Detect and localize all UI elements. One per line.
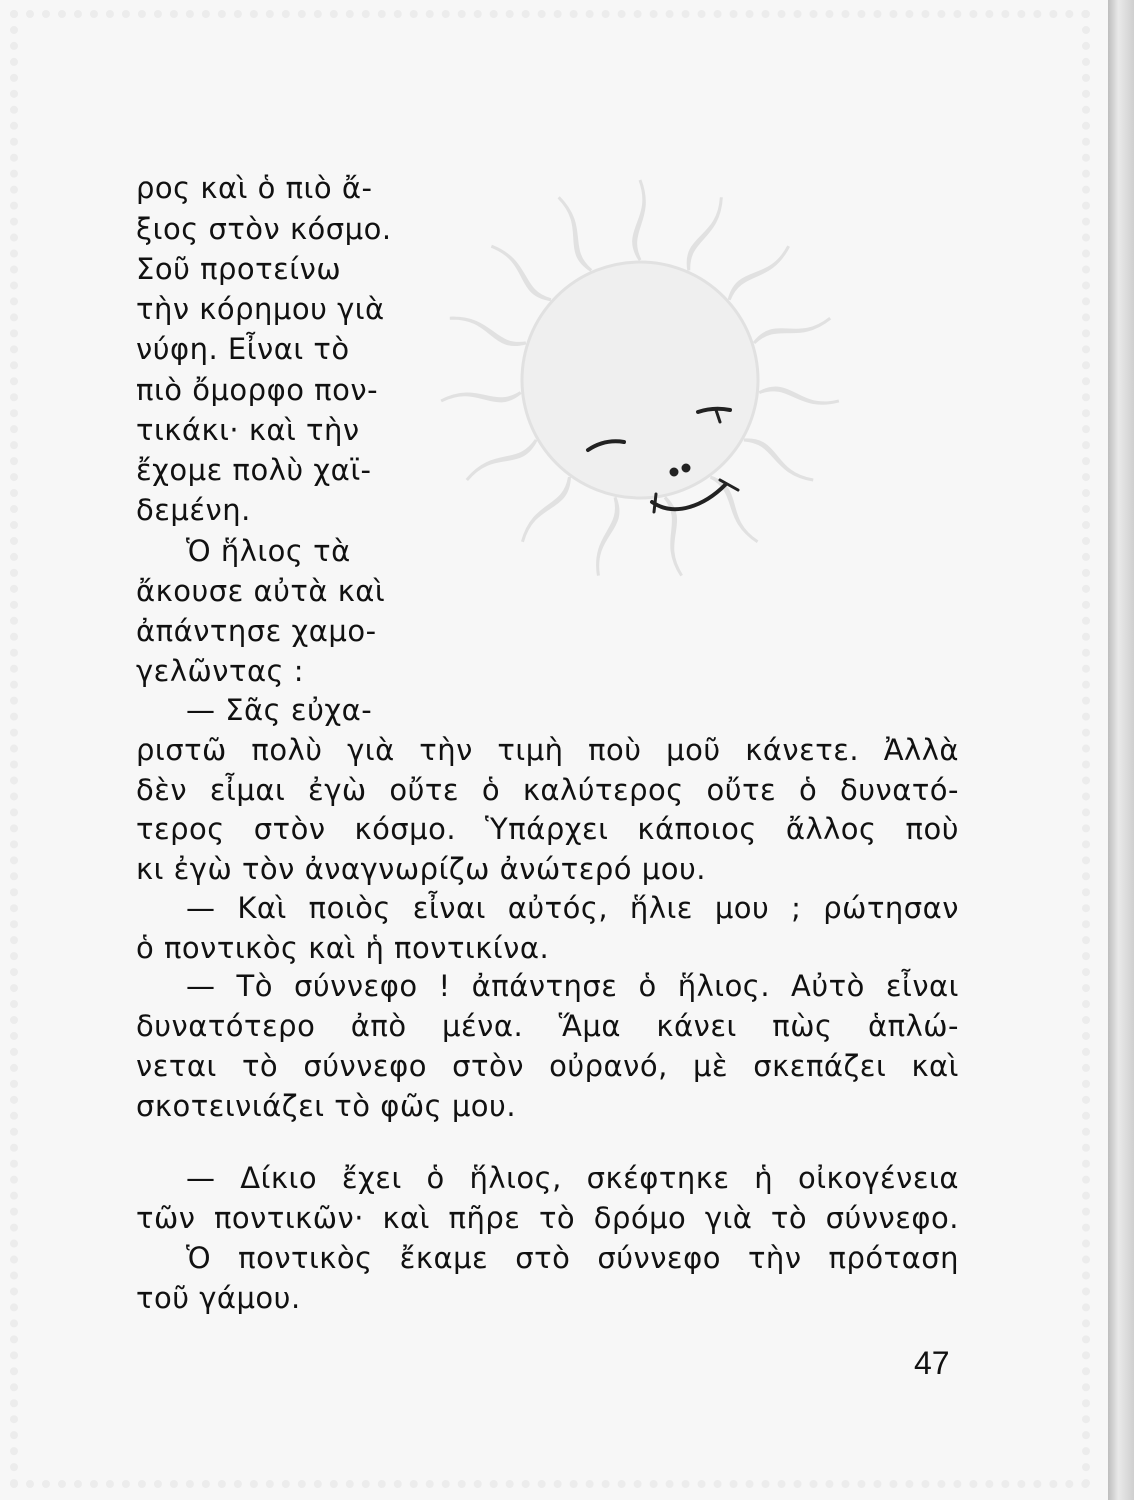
text-line: πιὸ ὄμορφο πον- — [136, 373, 379, 407]
text-line: τοῦ γάμου. — [136, 1281, 301, 1315]
text-line: γελῶντας : — [136, 654, 305, 688]
text-line: τικάκι· καὶ τὴν — [136, 413, 360, 447]
text-line: ξιος στὸν κόσμο. — [136, 212, 392, 246]
text-line: ρος καὶ ὁ πιὸ ἄ- — [136, 171, 373, 205]
text-line: σκοτεινιάζει τὸ φῶς μου. — [136, 1089, 517, 1123]
text-line: δεμένη. — [136, 493, 251, 527]
smiling-sun-icon — [420, 160, 860, 600]
text-line: κι ἐγὼ τὸν ἀναγνωρίζω ἀνώτερό μου. — [136, 852, 706, 886]
text-line: ἔχομε πολὺ χαϊ- — [136, 453, 372, 487]
text-line: ὁ ποντικὸς καὶ ἡ ποντικίνα. — [136, 931, 550, 965]
text-line: ριστῶ πολὺ γιὰ τὴν τιμὴ ποὺ μοῦ κάνετε. Ἀλλὰ — [136, 733, 959, 767]
page-number: 47 — [914, 1345, 950, 1381]
text-line: — Καὶ ποιὸς εἶναι αὐτός, ἥλιε μου ; ρώτησαν — [186, 891, 959, 925]
text-line: — Δίκιο ἔχει ὁ ἥλιος, σκέφτηκε ἡ οἰκογένεια — [186, 1161, 959, 1195]
text-line: νεται τὸ σύννεφο στὸν οὐρανό, μὲ σκεπάζει καὶ — [136, 1049, 959, 1083]
text-line: νύφη. Εἶναι τὸ — [136, 332, 350, 366]
text-line: τὴν κόρημου γιὰ — [136, 292, 385, 326]
text-line: τῶν ποντικῶν· καὶ πῆρε τὸ δρόμο γιὰ τὸ σύννεφο. — [136, 1201, 959, 1235]
text-line: δυνατότερο ἀπὸ μένα. Ἅμα κάνει πὼς ἁπλώ- — [136, 1009, 959, 1043]
text-line: ἄκουσε αὐτὰ καὶ — [136, 574, 386, 608]
text-line: — Σᾶς εὐχα- — [186, 693, 373, 727]
text-line: Ὁ ποντικὸς ἔκαμε στὸ σύννεφο τὴν πρόταση — [186, 1241, 959, 1275]
text-line: δὲν εἶμαι ἐγὼ οὔτε ὁ καλύτερος οὔτε ὁ δυνατό- — [136, 773, 959, 807]
text-line: Ὁ ἥλιος τὰ — [186, 534, 351, 568]
book-spine-edge — [1108, 0, 1134, 1500]
text-line: τερος στὸν κόσμο. Ὑπάρχει κάποιος ἄλλος ποὺ — [136, 812, 959, 846]
text-line: Σοῦ προτείνω — [136, 252, 342, 286]
text-line: — Τὸ σύννεφο ! ἀπάντησε ὁ ἥλιος. Αὐτὸ εἶναι — [186, 969, 959, 1003]
text-line: ἀπάντησε χαμο- — [136, 614, 377, 648]
